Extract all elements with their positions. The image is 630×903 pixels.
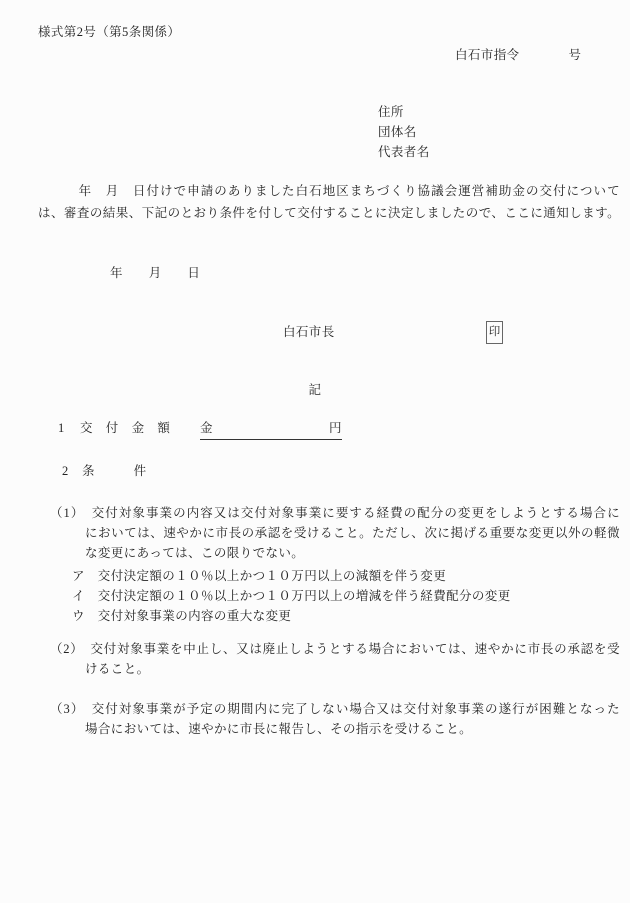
mayor-title: 白石市長 (283, 325, 335, 339)
directive-prefix: 白石市指令 (455, 48, 520, 62)
recipient-block (378, 102, 430, 162)
grant-amount-blank: 金 円 (200, 418, 342, 440)
conditions-item (0, 461, 630, 481)
conditions-number: 2 (62, 464, 69, 478)
record-heading: 記 (308, 383, 322, 397)
grant-amount-label: 交 付 金 額 (80, 421, 171, 435)
recipient-organization-label: 団体名 (378, 125, 417, 139)
clause-1-line-2: においては、速やかに市長の承認を受けること。ただし、次に掲げる重要な変更以外の軽微 (85, 526, 620, 540)
sub-item-i: イ 交付決定額の１０％以上かつ１０万円以上の増減を伴う経費配分の変更 (72, 589, 511, 603)
conditions-label: 条 件 (82, 464, 147, 478)
sub-item-u: ウ 交付対象事業の内容の重大な変更 (72, 609, 292, 623)
clause-1-sub-items (72, 566, 612, 626)
grant-amount-number: 1 (58, 421, 65, 435)
body-paragraph (38, 180, 620, 224)
clause-3 (50, 699, 620, 739)
recipient-address-label: 住所 (378, 105, 404, 119)
directive-suffix: 号 (568, 48, 582, 62)
grant-amount-item (0, 418, 630, 438)
sub-item-a: ア 交付決定額の１０％以上かつ１０万円以上の減額を伴う変更 (72, 569, 447, 583)
issue-date-line: 年 月 日 (110, 266, 201, 280)
clause-1-line-3: な変更にあっては、この限りでない。 (85, 546, 305, 560)
recipient-representative-label: 代表者名 (378, 145, 430, 159)
clause-1-line-1: （1） 交付対象事業の内容又は交付対象事業に要する経費の配分の変更をしようとする場合に (50, 506, 620, 520)
clause-3-line-2: 場合においては、速やかに市長に報告し、その指示を受けること。 (85, 722, 473, 736)
seal-mark: 印 (488, 326, 501, 338)
clause-1 (50, 503, 620, 563)
body-paragraph-line-2: は、審査の結果、下記のとおり条件を付して交付することに決定しましたので、ここに通知します。 (38, 206, 620, 220)
directive-number-line (455, 45, 581, 65)
form-number: 様式第2号（第5条関係） (38, 25, 181, 39)
clause-3-line-1: （3） 交付対象事業が予定の期間内に完了しない場合又は交付対象事業の遂行が困難となった (50, 702, 620, 716)
clause-2 (50, 639, 620, 679)
body-paragraph-line-1: 年 月 日付けで申請のありました白石地区まちづくり協議会運営補助金の交付について (38, 184, 620, 198)
clause-2-line-1: （2） 交付対象事業を中止し、又は廃止しようとする場合においては、速やかに市長の承認を受 (50, 642, 620, 656)
seal-box (486, 321, 503, 344)
clause-2-line-2: けること。 (85, 662, 150, 676)
